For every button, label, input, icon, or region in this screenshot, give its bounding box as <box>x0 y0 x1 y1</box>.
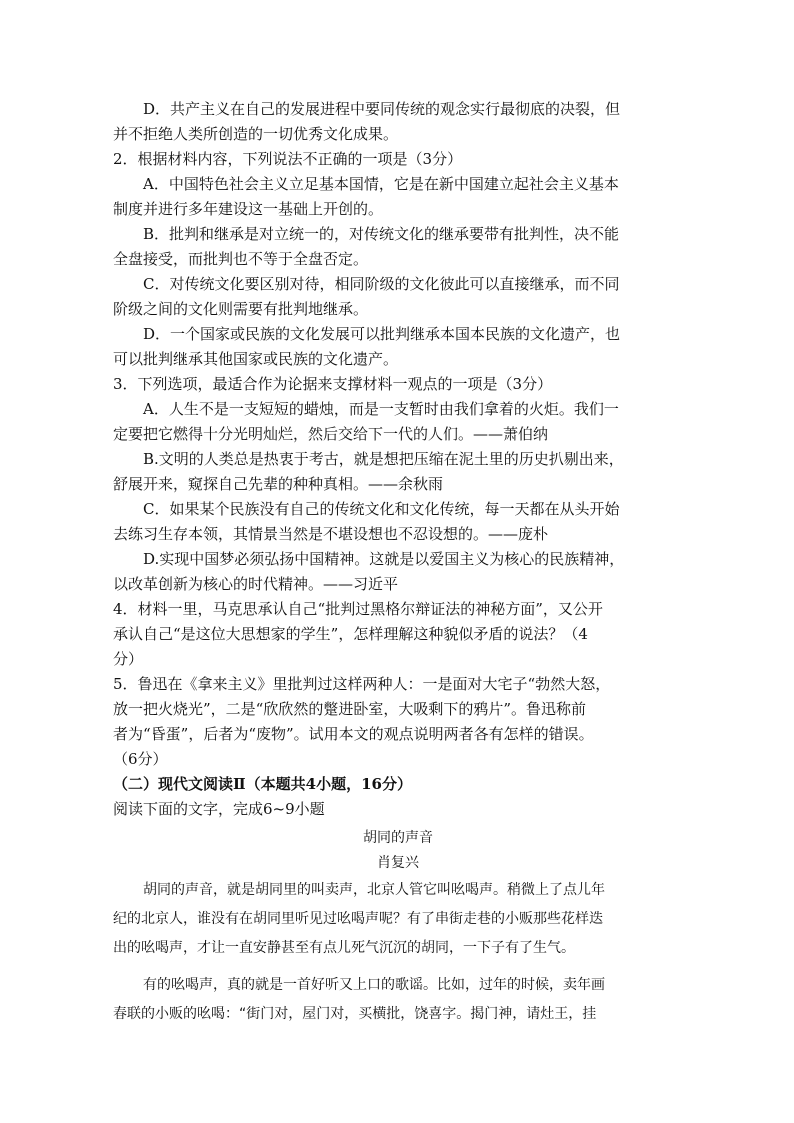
question-5 <box>113 672 683 772</box>
text-line: C．如果某个民族没有自己的传统文化和文化传统，每一天都在从头开始 <box>143 500 620 518</box>
text-line: 去练习生存本领，其情景当然是不堪设想也不忍设想的。——庞朴 <box>113 525 549 543</box>
essay <box>113 826 683 1029</box>
question-3 <box>113 372 683 597</box>
text-line: 有的吆喝声，真的就是一首好听又上口的歌谣。比如，过年的时候，卖年画 <box>143 977 605 993</box>
text-line: B.文明的人类总是热衷于考古，就是想把压缩在泥土里的历史扒剔出来， <box>143 450 624 468</box>
section-heading: （二）现代文阅读Ⅱ（本题共4小题，16分） <box>113 775 412 793</box>
section-2 <box>113 772 683 822</box>
text-line: C．对传统文化要区别对待，相同阶级的文化彼此可以直接继承，而不同 <box>143 275 620 293</box>
document-body <box>113 97 683 1029</box>
text-line: A．中国特色社会主义立足基本国情，它是在新中国建立起社会主义基本 <box>143 175 619 193</box>
text-line: 者为“昏蛋”，后者为“废物”。试用本文的观点说明两者各有怎样的错误。 <box>113 725 594 743</box>
text-line: 出的吆喝声，才让一直安静甚至有点儿死气沉沉的胡同，一下子有了生气。 <box>113 940 575 956</box>
text-line: 胡同的声音，就是胡同里的叫卖声，北京人管它叫吆喝声。稍微上了点儿年 <box>143 882 605 898</box>
text-line: B．批判和继承是对立统一的，对传统文化的继承要带有批判性，决不能 <box>143 225 620 243</box>
text-line: D．共产主义在自己的发展进程中要同传统的观念实行最彻底的决裂，但 <box>143 100 621 118</box>
text-line: 分） <box>113 650 144 668</box>
text-line: 4．材料一里，马克思承认自己“批判过黑格尔辩证法的神秘方面”，又公开 <box>113 600 603 618</box>
text-line: A．人生不是一支短短的蜡烛，而是一支暂时由我们拿着的火炬。我们一 <box>143 400 619 418</box>
text-line: 承认自己“是这位大思想家的学生”，怎样理解这种貌似矛盾的说法？（4 <box>113 625 588 643</box>
text-line: D.实现中国梦必须弘扬中国精神。这就是以爱国主义为核心的民族精神， <box>143 550 625 568</box>
text-line: 舒展开来，窥探自己先辈的种种真相。——余秋雨 <box>113 475 444 493</box>
section-instruction: 阅读下面的文字，完成6~9小题 <box>113 800 325 818</box>
text-line: 5．鲁迅在《拿来主义》里批判过这样两种人：一是面对大宅子“勃然大怒， <box>113 675 611 693</box>
question-4 <box>113 597 683 672</box>
question-stem: 2．根据材料内容，下列说法不正确的一项是（3分） <box>113 150 463 168</box>
text-line: 春联的小贩的吆喝：“街门对，屋门对，买横批，饶喜字。揭门神，请灶王，挂 <box>113 1006 597 1022</box>
essay-paragraph-1 <box>113 876 683 963</box>
question-stem: 3．下列选项，最适合作为论据来支撑材料一观点的一项是（3分） <box>113 375 553 393</box>
text-line: D．一个国家或民族的文化发展可以批判继承本国本民族的文化遗产，也 <box>143 325 621 343</box>
question-1-option-d <box>113 97 683 147</box>
text-line: 定要把它燃得十分光明灿烂，然后交给下一代的人们。——萧伯纳 <box>113 425 549 443</box>
text-line: 并不拒绝人类所创造的一切优秀文化成果。 <box>113 125 399 143</box>
essay-title: 胡同的声音 <box>363 830 433 846</box>
text-line: 放一把火烧光”，二是“欣欣然的蹩进卧室，大吸剩下的鸦片”。鲁迅称前 <box>113 700 587 718</box>
essay-author: 肖复兴 <box>377 855 419 871</box>
text-line: （6分） <box>113 750 168 768</box>
text-line: 纪的北京人，谁没有在胡同里听见过吆喝声呢？有了串街走巷的小贩那些花样迭 <box>113 911 603 927</box>
text-line: 全盘接受，而批判也不等于全盘否定。 <box>113 250 369 268</box>
text-line: 以改革创新为核心的时代精神。——习近平 <box>113 575 399 593</box>
text-line: 可以批判继承其他国家或民族的文化遗产。 <box>113 350 399 368</box>
essay-paragraph-2 <box>113 971 683 1029</box>
text-line: 阶级之间的文化则需要有批判地继承。 <box>113 300 369 318</box>
question-2 <box>113 147 683 372</box>
text-line: 制度并进行多年建设这一基础上开创的。 <box>113 200 384 218</box>
